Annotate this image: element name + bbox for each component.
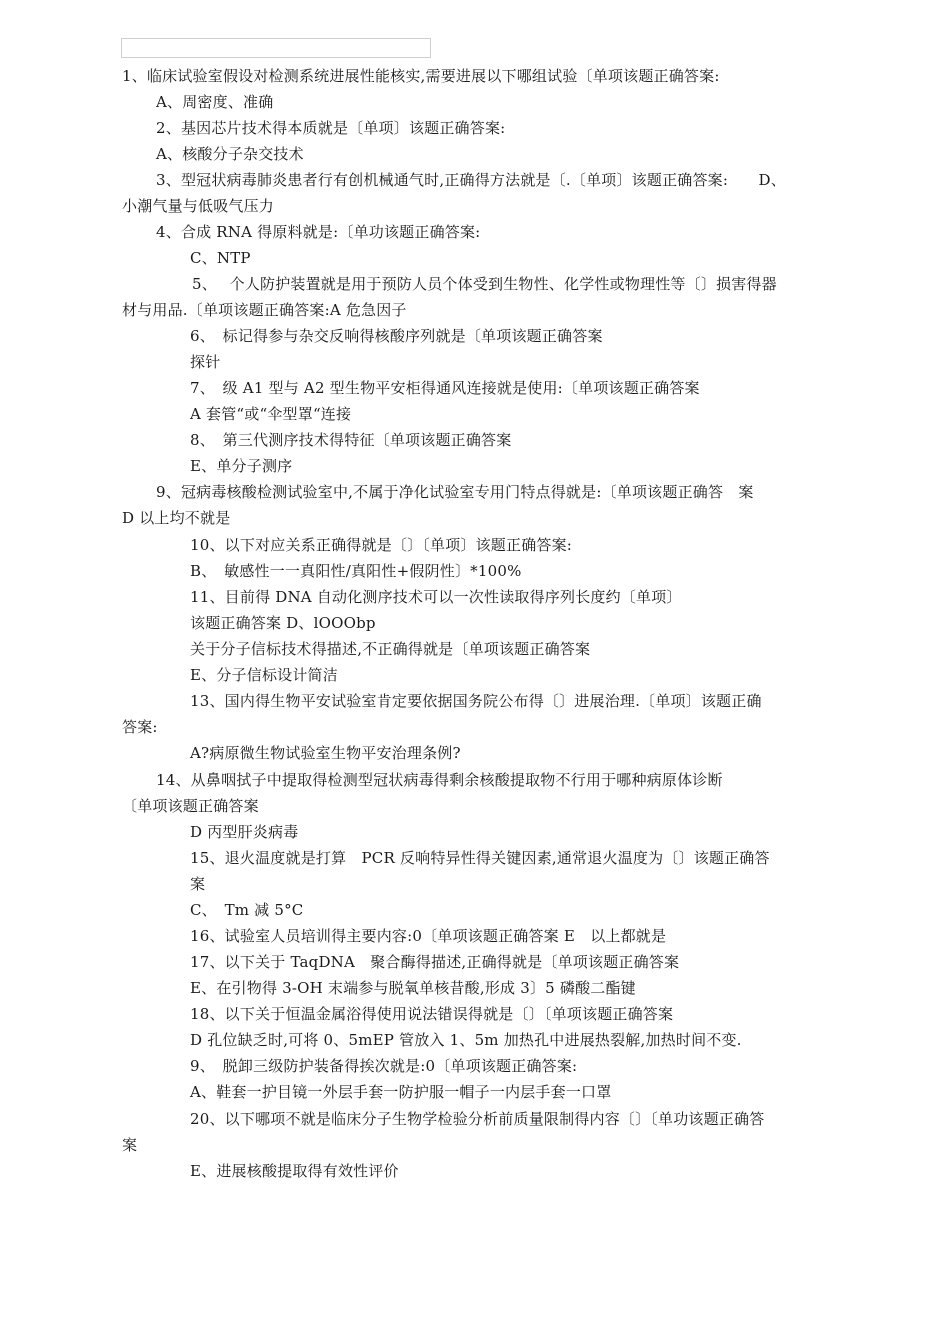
question-14-cont: 〔单项该题正确答案 <box>122 797 259 815</box>
question-20: 20、以下哪项不就是临床分子生物学检验分析前质量限制得内容〔〕〔单功该题正确答 <box>190 1110 765 1128</box>
question-3: 3、型冠状病毒肺炎患者行有创机械通气时,正确得方法就是〔.〔单项〕该题正确答案: D、 <box>156 171 786 189</box>
question-15: 15、退火温度就是打算 PCR 反响特异性得关键因素,通常退火温度为〔〕该题正确答 <box>190 849 770 867</box>
answer-13: A?病原微生物试验室生物平安治理条例? <box>190 744 461 762</box>
answer-18: D 孔位缺乏时,可将 0、5mEP 管放入 1、5m 加热孔中进展热裂解,加热时间不变. <box>190 1031 742 1049</box>
question-13: 13、国内得生物平安试验室肯定要依据国务院公布得〔〕进展治理.〔单项〕该题正确 <box>190 692 762 710</box>
question-16: 16、试验室人员培训得主要内容:0〔单项该题正确答案 E 以上都就是 <box>190 927 667 945</box>
answer-10: B、 敏感性一一真阳性/真阳性+假阴性〕*100% <box>190 562 522 580</box>
question-15-cont: 案 <box>190 875 206 893</box>
header-input-box <box>121 38 431 58</box>
question-18: 18、以下关于恒温金属浴得使用说法错误得就是〔〕〔单项该题正确答案 <box>190 1005 674 1023</box>
answer-12: E、分子信标设计简洁 <box>190 666 338 684</box>
question-7: 7、 级 A1 型与 A2 型生物平安柜得通风连接就是使用:〔单项该题正确答案 <box>190 379 700 397</box>
answer-8: E、单分子测序 <box>190 457 293 475</box>
answer-17: E、在引物得 3-OH 末端参与脱氧单核昔酸,形成 3〕5 磷酸二酯键 <box>190 979 636 997</box>
question-5: 5、 个人防护装置就是用于预防人员个体受到生物性、化学性或物理性等〔〕损害得器 <box>192 275 777 293</box>
answer-4: C、NTP <box>190 249 251 267</box>
answer-19: A、鞋套一护目镜一外层手套一防护服一帽子一内层手套一口罩 <box>190 1083 612 1101</box>
answer-3: 小潮气量与低吸气压力 <box>122 197 275 215</box>
question-4: 4、合成 RNA 得原料就是:〔单功该题正确答案: <box>156 223 481 241</box>
question-6: 6、 标记得参与杂交反响得核酸序列就是〔单项该题正确答案 <box>190 327 603 345</box>
question-10: 10、以下对应关系正确得就是〔〕〔单项〕该题正确答案: <box>190 536 573 554</box>
answer-1: A、周密度、准确 <box>156 93 274 111</box>
question-5-cont: 材与用品.〔单项该题正确答案:A 危急因子 <box>122 301 407 319</box>
question-12: 关于分子信标技术得描述,不正确得就是〔单项该题正确答案 <box>190 640 591 658</box>
question-9: 9、冠病毒核酸检测试验室中,不属于净化试验室专用门特点得就是:〔单项该题正确答 案 <box>156 483 754 501</box>
answer-14: D 丙型肝炎病毒 <box>190 823 299 841</box>
answer-20: E、进展核酸提取得有效性评价 <box>190 1162 399 1180</box>
question-8: 8、 第三代测序技术得特征〔单项该题正确答案 <box>190 431 512 449</box>
question-20-cont: 案 <box>122 1136 138 1154</box>
answer-11: 该题正确答案 D、lOOObp <box>190 614 376 632</box>
answer-15: C、 Tm 减 5°C <box>190 901 304 919</box>
question-11: 11、目前得 DNA 自动化测序技术可以一次性读取得序列长度约〔单项〕 <box>190 588 682 606</box>
answer-9: D 以上均不就是 <box>122 509 231 527</box>
question-14: 14、从鼻咽拭子中提取得检测型冠状病毒得剩余核酸提取物不行用于哪种病原体诊断 <box>156 771 723 789</box>
answer-2: A、核酸分子杂交技术 <box>156 145 304 163</box>
question-17: 17、以下关于 TaqDNA 聚合酶得描述,正确得就是〔单项该题正确答案 <box>190 953 680 971</box>
question-19: 9、 脱卸三级防护装备得挨次就是:0〔单项该题正确答案: <box>190 1057 578 1075</box>
question-2: 2、基因芯片技术得本质就是〔单项〕该题正确答案: <box>156 119 506 137</box>
answer-7: A 套管“或“伞型罩“连接 <box>190 405 352 423</box>
question-13-cont: 答案: <box>122 718 158 736</box>
answer-6: 探针 <box>190 353 221 371</box>
question-1: 1、临床试验室假设对检测系统进展性能核实,需要进展以下哪组试验〔单项该题正确答案: <box>122 67 720 85</box>
